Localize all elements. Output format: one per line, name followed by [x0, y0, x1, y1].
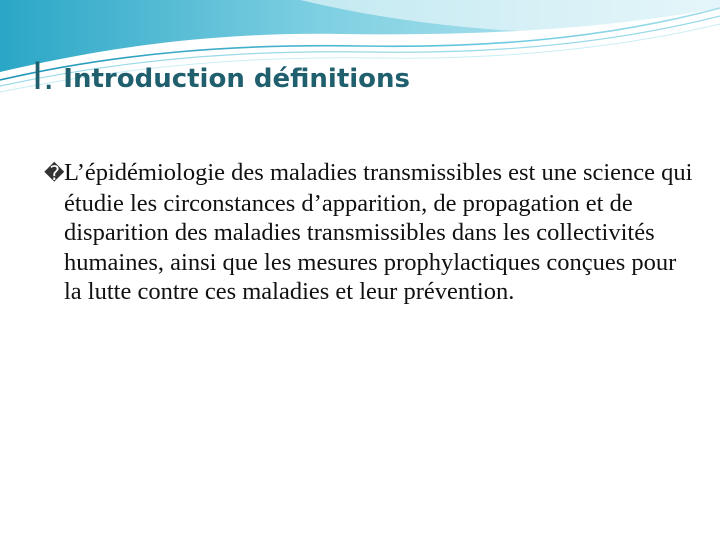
bullet-paragraph [44, 158, 694, 307]
slide-body [44, 158, 694, 307]
title-number: I. [32, 54, 55, 98]
paragraph-text: L’épidémiologie des maladies transmissibles est une science qui étudie les circonstances d’apparition, de propagation et de disparition des maladies transmissibles dans les collectivités humaines, ainsi que les mesures prophylactiques conçues pour la lutte contre ces maladies et leur prévention. [64, 159, 693, 306]
title-text: Introduction définitions [63, 64, 411, 94]
page-title [32, 54, 410, 99]
bullet-icon: � [44, 161, 65, 185]
